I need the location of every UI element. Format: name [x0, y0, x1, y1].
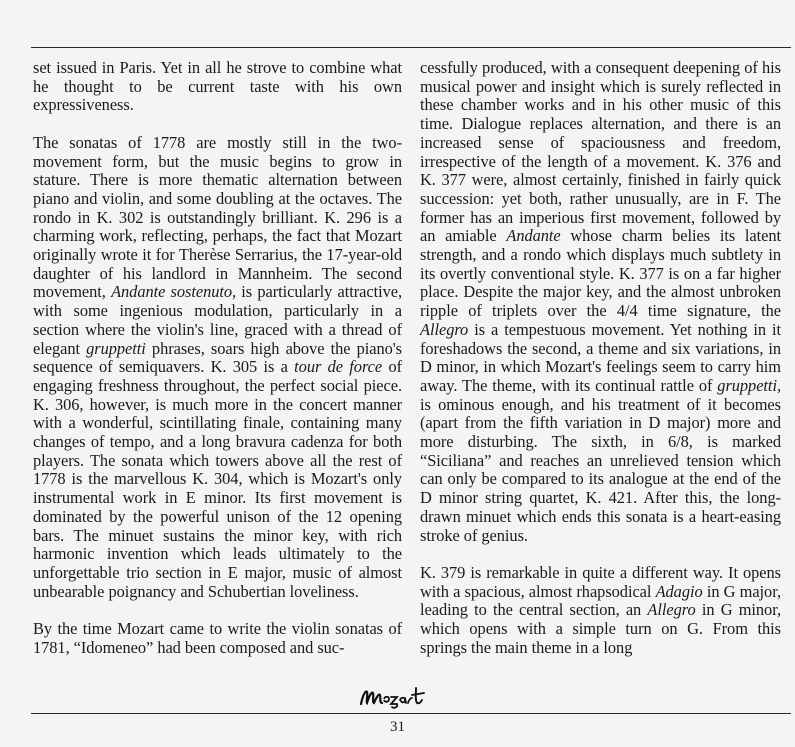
text-run: The sonatas of 1778 are mostly still in the two-movement form, but the music begins to grow in stature. There is more thematic alternation between piano and violin, and some doubling at the octaves. The rondo in K. 302 is outstandingly brilliant. K. 296 is a charming work, reflecting, perhaps, the fact that Mozart originally wrote it for Therèse Serrarius, the 17-year-old daughter of his landlord in Mannheim. The second movement,: [33, 132, 402, 302]
right-paragraph-1: [420, 59, 781, 545]
text-run: cessfully produced, with a consequent deepening of his musical power and insight which is surely reflected in these chamber works and in his other music of this time. Dialogue replaces alternation, and there is an increased sense of spaciousness and freedom, irrespective of the length of a movement. K. 376 and K. 377 were, almost certainly, finished in fairly quick succession: yet both, rather unusually, are in F. The former has an imperious first movement, followed by an amiable: [420, 58, 781, 246]
top-rule: [31, 47, 791, 48]
italic-term: Andante: [506, 226, 561, 246]
left-paragraph-1: set issued in Paris. Yet in all he strove to combine what he thought to be current taste with his own expressiveness.: [33, 58, 402, 115]
italic-term: tour de force: [294, 357, 383, 377]
text-run: phrases, soars high above the piano's sequence of semiquavers. K. 305 is a: [33, 338, 403, 377]
page-number: 31: [390, 719, 405, 735]
left-column: [33, 59, 402, 657]
italic-term: Andante sostenuto,: [111, 282, 237, 302]
italic-term: gruppetti: [86, 338, 146, 358]
right-paragraph-2: [420, 564, 781, 658]
text-run: is ominous enough, and his treatment of it becomes (apart from the fifth variation in D major) more and more disturbing. The sixth, in 6/8, is marked “Siciliana” and reaches an unrelieved tension which can only be compared to its analogue at the end of the D minor string quartet, K. 421. After this, the long-drawn minuet which ends this sonata is a heart-easing stroke of genius.: [420, 394, 781, 545]
text-run: whose charm belies its latent strength, and a rondo which displays much subtlety in its overtly conventional style. K. 377 is on a far higher place. Despite the major key, and the almost unbroken ripple of triplets over the 4/4 time signature, the: [420, 226, 781, 321]
signature-graphic: [358, 684, 438, 710]
mozart-signature: [0, 684, 795, 715]
right-column: [420, 59, 781, 657]
text-run: is particularly attractive, with some ingenious modulation, particularly in a section where the violin's line, graced with a thread of elegant: [33, 282, 403, 358]
italic-term: Adagio: [655, 581, 703, 601]
left-paragraph-3: By the time Mozart came to write the violin sonatas of 1781, “Idomeneo” had been composed and suc-: [33, 619, 402, 657]
italic-term: Allegro: [420, 319, 469, 339]
text-run: of engaging freshness throughout, the perfect social piece. K. 306, however, is much more in the concert manner with a wonderful, scintillating finale, containing many changes of tempo, and a long bravura cadenza for both players. The sonata which towers above all the rest of 1778 is the marvellous K. 304, which is Mozart's only instrumental work in E minor. Its first movement is dominated by the powerful unison of the 12 opening bars. The minuet sustains the minor key, with rich harmonic invention which leads ultimately to the unforgettable trio section in E major, music of almost unbearable poignancy and Schubertian loveliness.: [33, 357, 402, 601]
text-run: in G major, leading to the central section, an: [420, 581, 781, 620]
text-run: in G minor, which opens with a simple turn on G. From this springs the main theme in a long: [420, 600, 782, 657]
italic-term: Allegro: [647, 600, 696, 620]
text-run: K. 379 is remarkable in quite a different way. It opens with a spacious, almost rhapsodical: [420, 562, 781, 601]
bottom-rule: [31, 713, 791, 714]
text-run: is a tempestuous movement. Yet nothing in it foreshadows the second, a theme and six variations, in D minor, in which Mozart's feelings seem to carry him away. The theme, with its continual rattle of: [420, 319, 781, 395]
italic-term: gruppetti,: [717, 375, 781, 395]
left-paragraph-2: [33, 134, 402, 602]
